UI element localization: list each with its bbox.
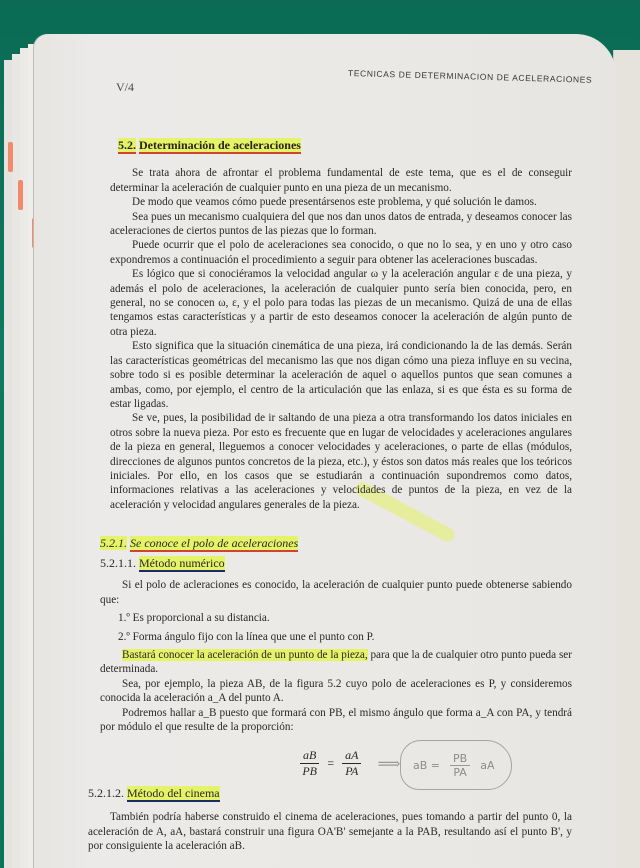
subsubsection-title: Método numérico — [139, 556, 225, 570]
paragraph: Esto significa que la situación cinemática de una pieza, irá condicionando la de las demás. Serán las características geométricas del mecanismo las que nos digan cómo una pieza influye en su vecina, sobre todo si es posible determinar la aceleración de aquel o aquellos puntos que sean comunes a ambas, como, por ejemplo, el centro de la articulación que las enlaza, si es que ésta es su forma de estar ligadas. — [110, 340, 572, 410]
paragraph: Sea pues un mecanismo cualquiera del que nos dan unos datos de entrada, y deseamos conocer las aceleraciones de ciertos puntos de las piezas que lo forman. — [110, 210, 572, 238]
list-text: Forma ángulo fijo con la línea que une el punto con P. — [132, 630, 375, 643]
implies-arrow-icon: ⟹ — [377, 755, 399, 773]
section-5-2 — [110, 138, 572, 512]
list-item — [118, 611, 572, 625]
section-5-2-1-1 — [100, 556, 572, 734]
running-header: TECNICAS DE DETERMINACION DE ACELERACIONES — [347, 68, 593, 85]
subsubsection-number: 5.2.1.2. — [88, 786, 124, 800]
note-lhs: aB = — [413, 758, 441, 772]
subsection-title: Se conoce el polo de aceleraciones — [130, 536, 299, 550]
page-tab-marker — [18, 180, 23, 210]
section-5-2-1 — [100, 536, 562, 550]
list-marker: 2.º — [118, 630, 130, 643]
section-heading — [118, 138, 572, 152]
subsubsection-number: 5.2.1.1. — [100, 556, 136, 570]
page-tab-marker — [8, 142, 13, 172]
paragraph: Es lógico que si conociéramos la velocidad angular ω y la aceleración angular ε de una pieza, y además el polo de aceleraciones, la aceleración de cualquier punto sería bien conocida, pero, en general, no se conocen ω, ε, y el polo para todas las piezas de un mecanismo. Quizá de una de ellas tengamos estas características y a partir de esto deseamos conocer la aceleración de algún punto de otra pieza. — [110, 268, 572, 338]
paragraph: De modo que veamos cómo puede presentársenos este problema, y qué solución le damos. — [132, 196, 537, 209]
list-text: Es proporcional a su distancia. — [132, 612, 270, 625]
page-number: V/4 — [116, 80, 134, 94]
highlighted-text: Bastará conocer la aceleración de un punto de la pieza, — [122, 649, 368, 662]
paragraph: Se trata ahora de afrontar el problema fundamental de este tema, que es el de conseguir determinar la aceleración de cualquier punto en una pieza de un mecanismo. — [110, 167, 572, 194]
paragraph-continuation: para que la de cualquier otro punto pueda ser determinada. — [100, 649, 572, 676]
note-fraction: $\frac{PB}{PA}$ — [450, 752, 470, 779]
subsection-heading — [100, 536, 562, 550]
list-marker: 1.º — [118, 612, 130, 625]
paragraph: Podremos hallar a_B puesto que formará con PB, el mismo ángulo que forma a_A con PA, y tendrá por módulo el que resulte de la proporción: — [100, 706, 572, 734]
section-number: 5.2. — [118, 138, 136, 152]
subsubsection-heading — [88, 786, 572, 800]
subsection-number: 5.2.1. — [100, 536, 127, 550]
section-5-2-1-2 — [88, 786, 572, 854]
list-item — [118, 630, 572, 644]
section-title: Determinación de aceleraciones — [139, 138, 301, 152]
handwritten-note — [400, 740, 512, 790]
fraction-rhs: $\frac{aA}{PA}$ — [342, 748, 361, 779]
note-rhs: aA — [480, 758, 495, 772]
paragraph — [100, 648, 572, 677]
paragraph: Sea, por ejemplo, la pieza AB, de la figura 5.2 cuyo polo de aceleraciones es P, y consideremos conocida la aceleración a_A del punto A. — [100, 677, 572, 705]
paragraph: Si el polo de acleraciones es conocido, la aceleración de cualquier punto puede obtenerse sabiendo que: — [100, 579, 572, 606]
fraction-lhs: $\frac{aB}{PB}$ — [300, 748, 319, 779]
facing-page-edge — [613, 50, 640, 868]
paragraph: Se ve, pues, la posibilidad de ir saltando de una pieza a otra transformando los datos iniciales en otros sobre la nueva pieza. Por esto es frecuente que en lugar de velocidades y aceleraciones angulares de la pieza en general, lleguemos a conocer velocidades y aceleraciones, o parte de ellas (módulos, direcciones de algunos puntos concretos de la pieza, etc.), y éstos son datos más reales que los teóricos iniciales. Por ello, en los casos que se estudiarán a continuación supondremos como datos, informaciones relativas a las aceleraciones y velocidades de puntos de la pieza, en vez de la aceleración y velocidad angulares generales de la pieza. — [110, 412, 572, 511]
subsubsection-heading — [100, 556, 572, 570]
equals-sign: = — [327, 756, 335, 770]
paragraph: También podría haberse construido el cinema de aceleraciones, pues tomando a partir del punto 0, la aceleración de A, aA, bastará construir una figura OA'B' semejante a la PAB, resultando así el punto B', y por consiguiente la aceleración aB. — [88, 811, 572, 853]
paragraph: Puede ocurrir que el polo de aceleraciones sea conocido, o que no lo sea, y en uno y otro caso expondremos a continuación el procedimiento a seguir para obtener las aceleraciones buscadas. — [110, 239, 572, 266]
proportion-formula — [300, 748, 398, 779]
subsubsection-title: Método del cinema — [127, 786, 220, 800]
